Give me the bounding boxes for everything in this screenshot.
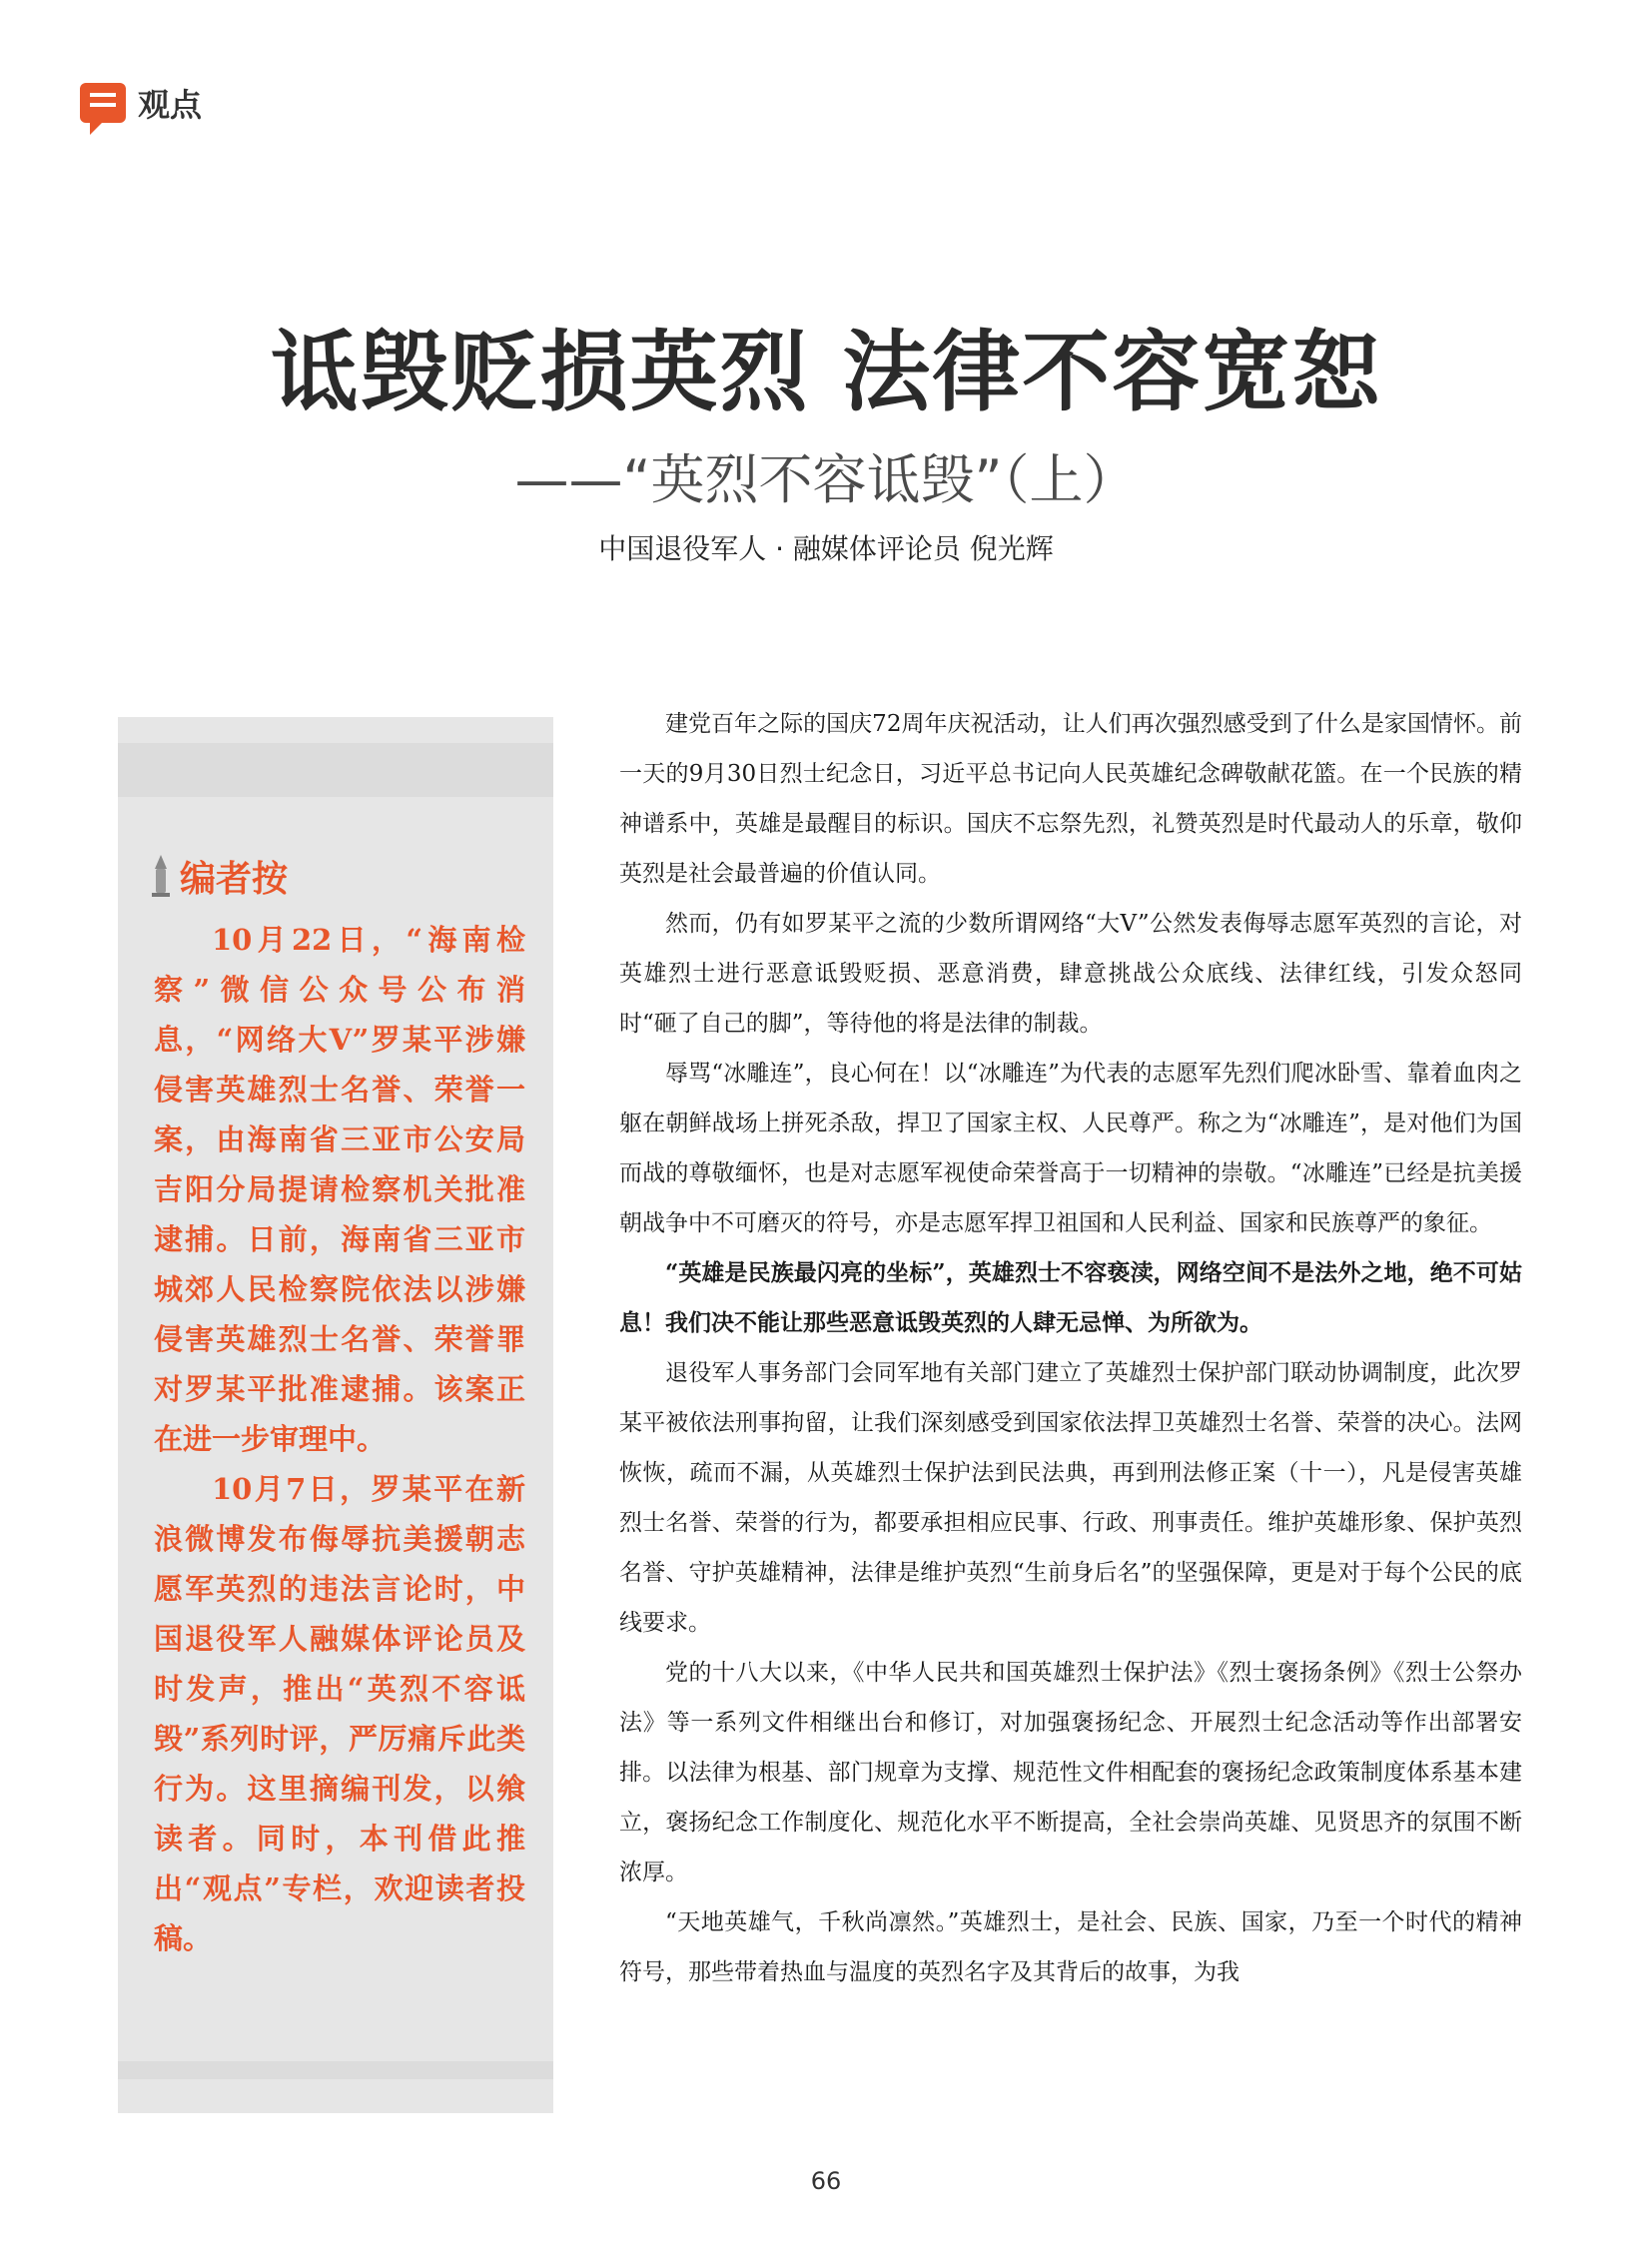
editor-note-heading: 编者按 [180, 858, 289, 900]
comment-icon [80, 83, 126, 123]
editor-note-box [118, 717, 553, 2113]
page-number: 66 [810, 2167, 842, 2195]
article-paragraph: 辱骂“冰雕连”，良心何在！以“冰雕连”为代表的志愿军先烈们爬冰卧雪、靠着血肉之躯在朝鲜战场上拼死杀敌，捍卫了国家主权、人民尊严。称之为“冰雕连”，是对他们为国而战的尊敬缅怀，也是对志愿军视使命荣誉高于一切精神的崇敬。“冰雕连”已经是抗美援朝战争中不可磨灭的符号，亦是志愿军捍卫祖国和人民利益、国家和民族尊严的象征。 [619, 1061, 1522, 1236]
article-paragraph: 然而，仍有如罗某平之流的少数所谓网络“大V”公然发表侮辱志愿军英烈的言论，对英雄烈士进行恶意诋毁贬损、恶意消费，肆意挑战公众底线、法律红线，引发众怒同时“砸了自己的脚”，等待他的将是法律的制裁。 [619, 911, 1522, 1037]
editor-note-band-top [118, 743, 553, 797]
section-tag [80, 78, 202, 128]
editor-note-paragraph: 10月7日，罗某平在新浪微博发布侮辱抗美援朝志愿军英烈的违法言论时，中国退役军人融媒体评论员及时发声，推出“英烈不容诋毁”系列时评，严厉痛斥此类行为。这里摘编刊发，以飨读者。同时，本刊借此推出“观点”专栏，欢迎读者投稿。 [154, 1472, 525, 1955]
pen-icon [152, 855, 170, 899]
article-paragraph: “天地英雄气，千秋尚凛然。”英雄烈士，是社会、民族、国家，乃至一个时代的精神符号，那些带着热血与温度的英烈名字及其背后的故事，为我 [619, 1909, 1522, 1985]
editor-note-paragraph: 10月22日，“海南检察”微信公众号公布消息，“网络大V”罗某平涉嫌侵害英雄烈士名誉、荣誉一案，由海南省三亚市公安局吉阳分局提请检察机关批准逮捕。日前，海南省三亚市城郊人民检察院依法以涉嫌侵害英雄烈士名誉、荣誉罪对罗某平批准逮捕。该案正在进一步审理中。 [154, 923, 525, 1456]
editor-note-band-bottom [118, 2061, 553, 2079]
article-paragraph: 建党百年之际的国庆72周年庆祝活动，让人们再次强烈感受到了什么是家国情怀。前一天的9月30日烈士纪念日，习近平总书记向人民英雄纪念碑敬献花篮。在一个民族的精神谱系中，英雄是最醒目的标识。国庆不忘祭先烈，礼赞英烈是时代最动人的乐章，敬仰英烈是社会最普遍的价值认同。 [619, 711, 1522, 887]
article-subtitle: ——“英烈不容诋毁”（上） [514, 448, 1138, 511]
section-label: 观点 [138, 86, 203, 124]
article-paragraph: 退役军人事务部门会同军地有关部门建立了英雄烈士保护部门联动协调制度，此次罗某平被依法刑事拘留，让我们深刻感受到国家依法捍卫英雄烈士名誉、荣誉的决心。法网恢恢，疏而不漏，从英雄烈士保护法到民法典，再到刑法修正案（十一），凡是侵害英雄烈士名誉、荣誉的行为，都要承担相应民事、行政、刑事责任。维护英雄形象、保护英烈名誉、守护英雄精神，法律是维护英烈“生前身后名”的坚强保障，更是对于每个公民的底线要求。 [619, 1360, 1522, 1636]
article-byline: 中国退役军人 · 融媒体评论员 倪光辉 [598, 532, 1054, 565]
article-paragraph: 党的十八大以来，《中华人民共和国英雄烈士保护法》《烈士褒扬条例》《烈士公祭办法》等一系列文件相继出台和修订，对加强褒扬纪念、开展烈士纪念活动等作出部署安排。以法律为根基、部门规章为支撑、规范性文件相配套的褒扬纪念政策制度体系基本建立，褒扬纪念工作制度化、规范化水平不断提高，全社会崇尚英雄、见贤思齐的氛围不断浓厚。 [619, 1660, 1522, 1885]
article-title: 诋毁贬损英烈 法律不容宽恕 [270, 321, 1382, 423]
editor-note-header [152, 851, 288, 902]
editor-note-body [154, 915, 525, 1963]
article-highlight-paragraph: “英雄是民族最闪亮的坐标”，英雄烈士不容亵渎，网络空间不是法外之地，绝不可姑息！我们决不能让那些恶意诋毁英烈的人肆无忌惮、为所欲为。 [619, 1259, 1522, 1336]
article-body [619, 699, 1522, 1997]
